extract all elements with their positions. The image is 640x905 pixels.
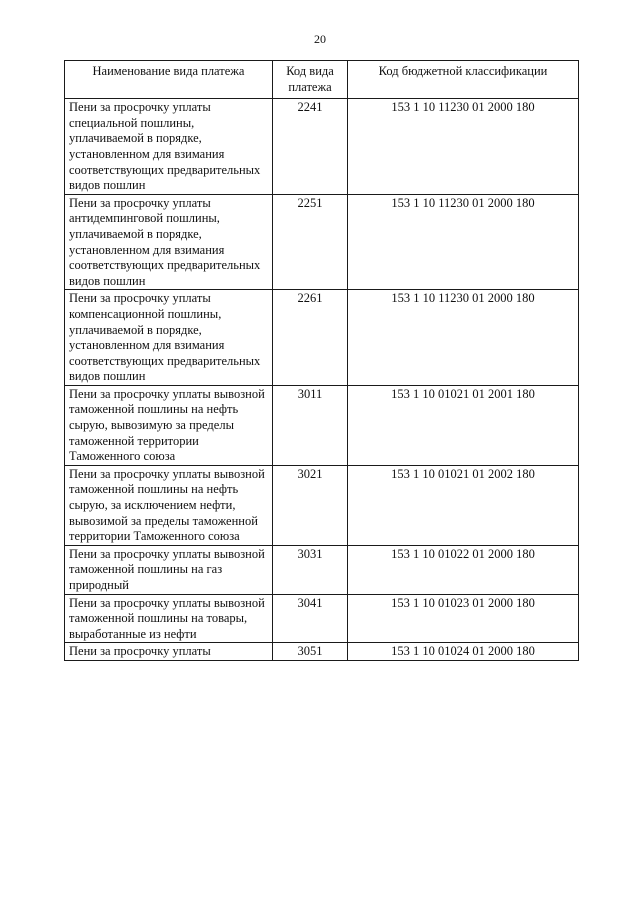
- payment-code: 3021: [273, 465, 348, 545]
- budget-classification-code: 153 1 10 11230 01 2000 180: [348, 194, 579, 290]
- budget-classification-code: 153 1 10 01022 01 2000 180: [348, 545, 579, 594]
- payment-code: 2261: [273, 290, 348, 386]
- payment-code: 2241: [273, 99, 348, 195]
- payment-code: 3031: [273, 545, 348, 594]
- budget-classification-code: 153 1 10 01024 01 2000 180: [348, 643, 579, 661]
- header-payment-name: Наименование вида платежа: [65, 61, 273, 99]
- table-row: [65, 194, 579, 290]
- payment-code: 3051: [273, 643, 348, 661]
- payment-code: 3011: [273, 385, 348, 465]
- payment-name: Пени за просрочку уплаты специальной пошлины, уплачиваемой в порядке, установленном для взимания соответствующих предварительных видов пошлин: [65, 99, 273, 195]
- payment-codes-table: [64, 60, 579, 661]
- payment-name: Пени за просрочку уплаты: [65, 643, 273, 661]
- payment-name: Пени за просрочку уплаты вывозной таможенной пошлины на нефть сырую, вывозимую за пределы таможенной территории Таможенного союза: [65, 385, 273, 465]
- payment-name: Пени за просрочку уплаты вывозной таможенной пошлины на товары, выработанные из нефти: [65, 594, 273, 643]
- payment-name: Пени за просрочку уплаты антидемпинговой пошлины, уплачиваемой в порядке, установленном для взимания соответствующих предварительных видов пошлин: [65, 194, 273, 290]
- table-row: [65, 385, 579, 465]
- header-budget-code: Код бюджетной классификации: [348, 61, 579, 99]
- budget-classification-code: 153 1 10 01023 01 2000 180: [348, 594, 579, 643]
- table-header-row: [65, 61, 579, 99]
- payment-code: 2251: [273, 194, 348, 290]
- table-row: [65, 643, 579, 661]
- budget-classification-code: 153 1 10 11230 01 2000 180: [348, 290, 579, 386]
- payment-name: Пени за просрочку уплаты компенсационной пошлины, уплачиваемой в порядке, установленном для взимания соответствующих предварительных видов пошлин: [65, 290, 273, 386]
- table-row: [65, 465, 579, 545]
- budget-classification-code: 153 1 10 01021 01 2002 180: [348, 465, 579, 545]
- payment-name: Пени за просрочку уплаты вывозной таможенной пошлины на нефть сырую, за исключением нефти, вывозимой за пределы таможенной территории Таможенного союза: [65, 465, 273, 545]
- payment-code: 3041: [273, 594, 348, 643]
- table-row: [65, 594, 579, 643]
- header-payment-code: Код вида платежа: [273, 61, 348, 99]
- table-row: [65, 99, 579, 195]
- budget-classification-code: 153 1 10 01021 01 2001 180: [348, 385, 579, 465]
- budget-classification-code: 153 1 10 11230 01 2000 180: [348, 99, 579, 195]
- payment-name: Пени за просрочку уплаты вывозной таможенной пошлины на газ природный: [65, 545, 273, 594]
- table-row: [65, 545, 579, 594]
- table-row: [65, 290, 579, 386]
- page-number: 20: [314, 32, 326, 46]
